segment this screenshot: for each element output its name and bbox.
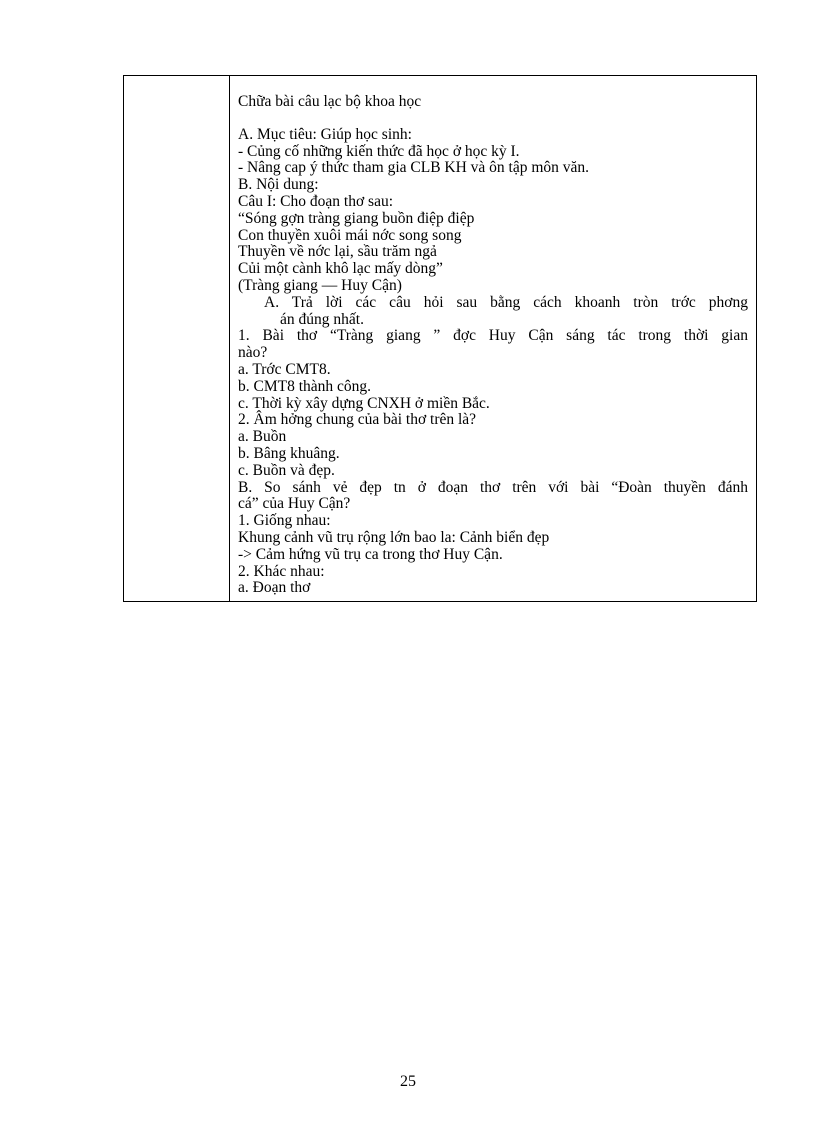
option-2c: c. Buồn và đẹp. — [238, 461, 335, 479]
objective-heading: A. Mục tiêu: Giúp học sinh: — [238, 125, 412, 143]
question-1-line-1: 1. Bài thơ “Tràng giang ” đợc Huy Cận sáng tác trong thời gian — [238, 327, 748, 345]
poem-line-4: Củi một cành khô lạc mấy dòng” — [238, 260, 443, 278]
section-b-line-1: B. So sánh vẻ đẹp tn ở đoạn thơ trên với bài “Đoàn thuyền đánh — [238, 478, 748, 496]
lesson-table — [123, 75, 757, 602]
option-2a: a. Buồn — [238, 428, 287, 446]
difference-item-a: a. Đoạn thơ — [238, 579, 311, 597]
question-1-line-2: nào? — [238, 344, 268, 362]
option-1a: a. Trớc CMT8. — [238, 360, 331, 378]
similarity-heading: 1. Giống nhau: — [238, 512, 331, 530]
similarity-text: Khung cảnh vũ trụ rộng lớn bao la: Cảnh biển đẹp — [238, 528, 550, 546]
content-cell — [230, 76, 756, 601]
difference-heading: 2. Khác nhau: — [238, 562, 325, 580]
objective-item-2: - Nâng cap ý thức tham gia CLB KH và ôn tập môn văn. — [238, 159, 590, 177]
similarity-conclusion: -> Cảm hứng vũ trụ ca trong thơ Huy Cận. — [238, 545, 503, 563]
subsection-a-line-1: A. Trả lời các câu hỏi sau bằng cách khoanh tròn trớc phơng — [264, 293, 748, 311]
page-number: 25 — [400, 1073, 416, 1090]
question-2: 2. Âm hởng chung của bài thơ trên là? — [238, 411, 477, 429]
poem-source: (Tràng giang — Huy Cận) — [238, 276, 402, 294]
option-2b: b. Bâng khuâng. — [238, 444, 340, 462]
option-1b: b. CMT8 thành công. — [238, 377, 372, 395]
option-1c: c. Thời kỳ xây dựng CNXH ở miền Bắc. — [238, 394, 490, 412]
lesson-title: Chữa bài câu lạc bộ khoa học — [238, 93, 422, 110]
poem-line-1: “Sóng gợn tràng giang buồn điệp điệp — [238, 209, 475, 227]
section-b-line-2: cá” của Huy Cận? — [238, 495, 351, 513]
subsection-a-line-2: án đúng nhất. — [280, 310, 364, 328]
content-heading: B. Nội dung: — [238, 176, 319, 194]
poem-line-2: Con thuyền xuôi mái nớc song song — [238, 226, 462, 244]
left-column-cell — [124, 76, 230, 601]
question-1-prompt: Câu I: Cho đoạn thơ sau: — [238, 192, 393, 210]
objective-item-1: - Củng cố những kiến thức đã học ở học kỳ I. — [238, 142, 520, 160]
poem-line-3: Thuyền về nớc lại, sầu trăm ngả — [238, 243, 437, 261]
